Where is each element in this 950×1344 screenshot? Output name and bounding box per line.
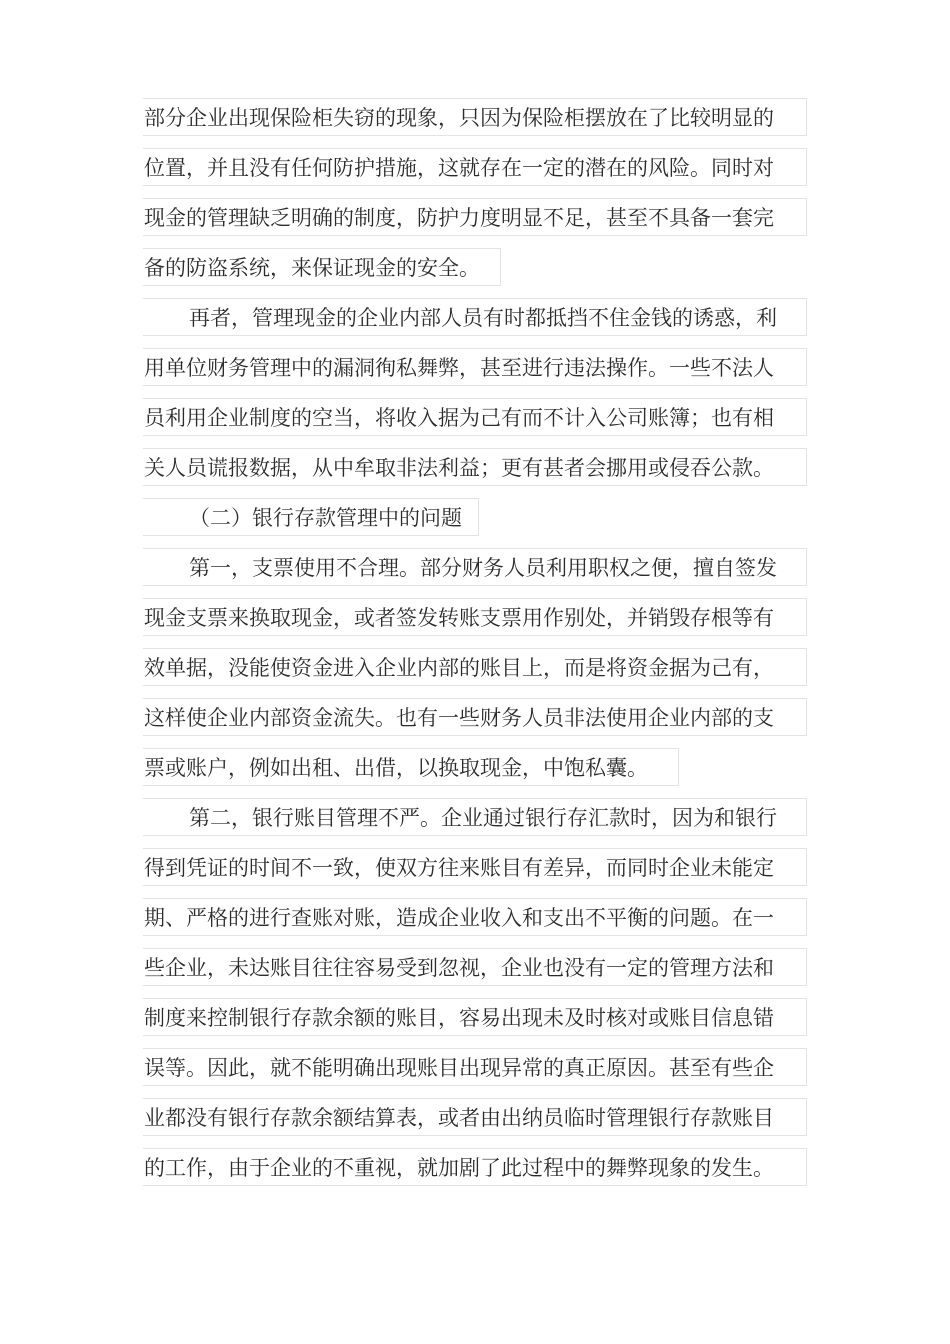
text-line: 现金的管理缺乏明确的制度，防护力度明显不足，甚至不具备一套完 [143, 198, 807, 236]
text-line: 部分企业出现保险柜失窃的现象，只因为保险柜摆放在了比较明显的 [143, 98, 807, 136]
text-line: 员利用企业制度的空当，将收入据为己有而不计入公司账簿；也有相 [143, 398, 807, 436]
text-line: 现金支票来换取现金，或者签发转账支票用作别处，并销毁存根等有 [143, 598, 807, 636]
text-line: 些企业，未达账目往往容易受到忽视，企业也没有一定的管理方法和 [143, 948, 807, 986]
text-line: 第二，银行账目管理不严。企业通过银行存汇款时，因为和银行 [143, 798, 807, 836]
text-line: 制度来控制银行存款余额的账目，容易出现未及时核对或账目信息错 [143, 998, 807, 1036]
text-line: 误等。因此，就不能明确出现账目出现异常的真正原因。甚至有些企 [143, 1048, 807, 1086]
text-line: 期、严格的进行查账对账，造成企业收入和支出不平衡的问题。在一 [143, 898, 807, 936]
text-line: 票或账户，例如出租、出借，以换取现金，中饱私囊。 [143, 748, 679, 786]
text-line: 这样使企业内部资金流失。也有一些财务人员非法使用企业内部的支 [143, 698, 807, 736]
text-line: 第一，支票使用不合理。部分财务人员利用职权之便，擅自签发 [143, 548, 807, 586]
text-line: 备的防盗系统，来保证现金的安全。 [143, 248, 501, 286]
section-heading: （二）银行存款管理中的问题 [143, 498, 479, 536]
text-line: 关人员谎报数据，从中牟取非法利益；更有甚者会挪用或侵吞公款。 [143, 448, 807, 486]
text-line: 用单位财务管理中的漏洞徇私舞弊，甚至进行违法操作。一些不法人 [143, 348, 807, 386]
text-line: 位置，并且没有任何防护措施，这就存在一定的潜在的风险。同时对 [143, 148, 807, 186]
text-line: 业都没有银行存款余额结算表，或者由出纳员临时管理银行存款账目 [143, 1098, 807, 1136]
text-line: 得到凭证的时间不一致，使双方往来账目有差异，而同时企业未能定 [143, 848, 807, 886]
text-line: 再者，管理现金的企业内部人员有时都抵挡不住金钱的诱惑，利 [143, 298, 807, 336]
text-line: 的工作，由于企业的不重视，就加剧了此过程中的舞弊现象的发生。 [143, 1148, 807, 1186]
text-line: 效单据，没能使资金进入企业内部的账目上，而是将资金据为己有， [143, 648, 807, 686]
